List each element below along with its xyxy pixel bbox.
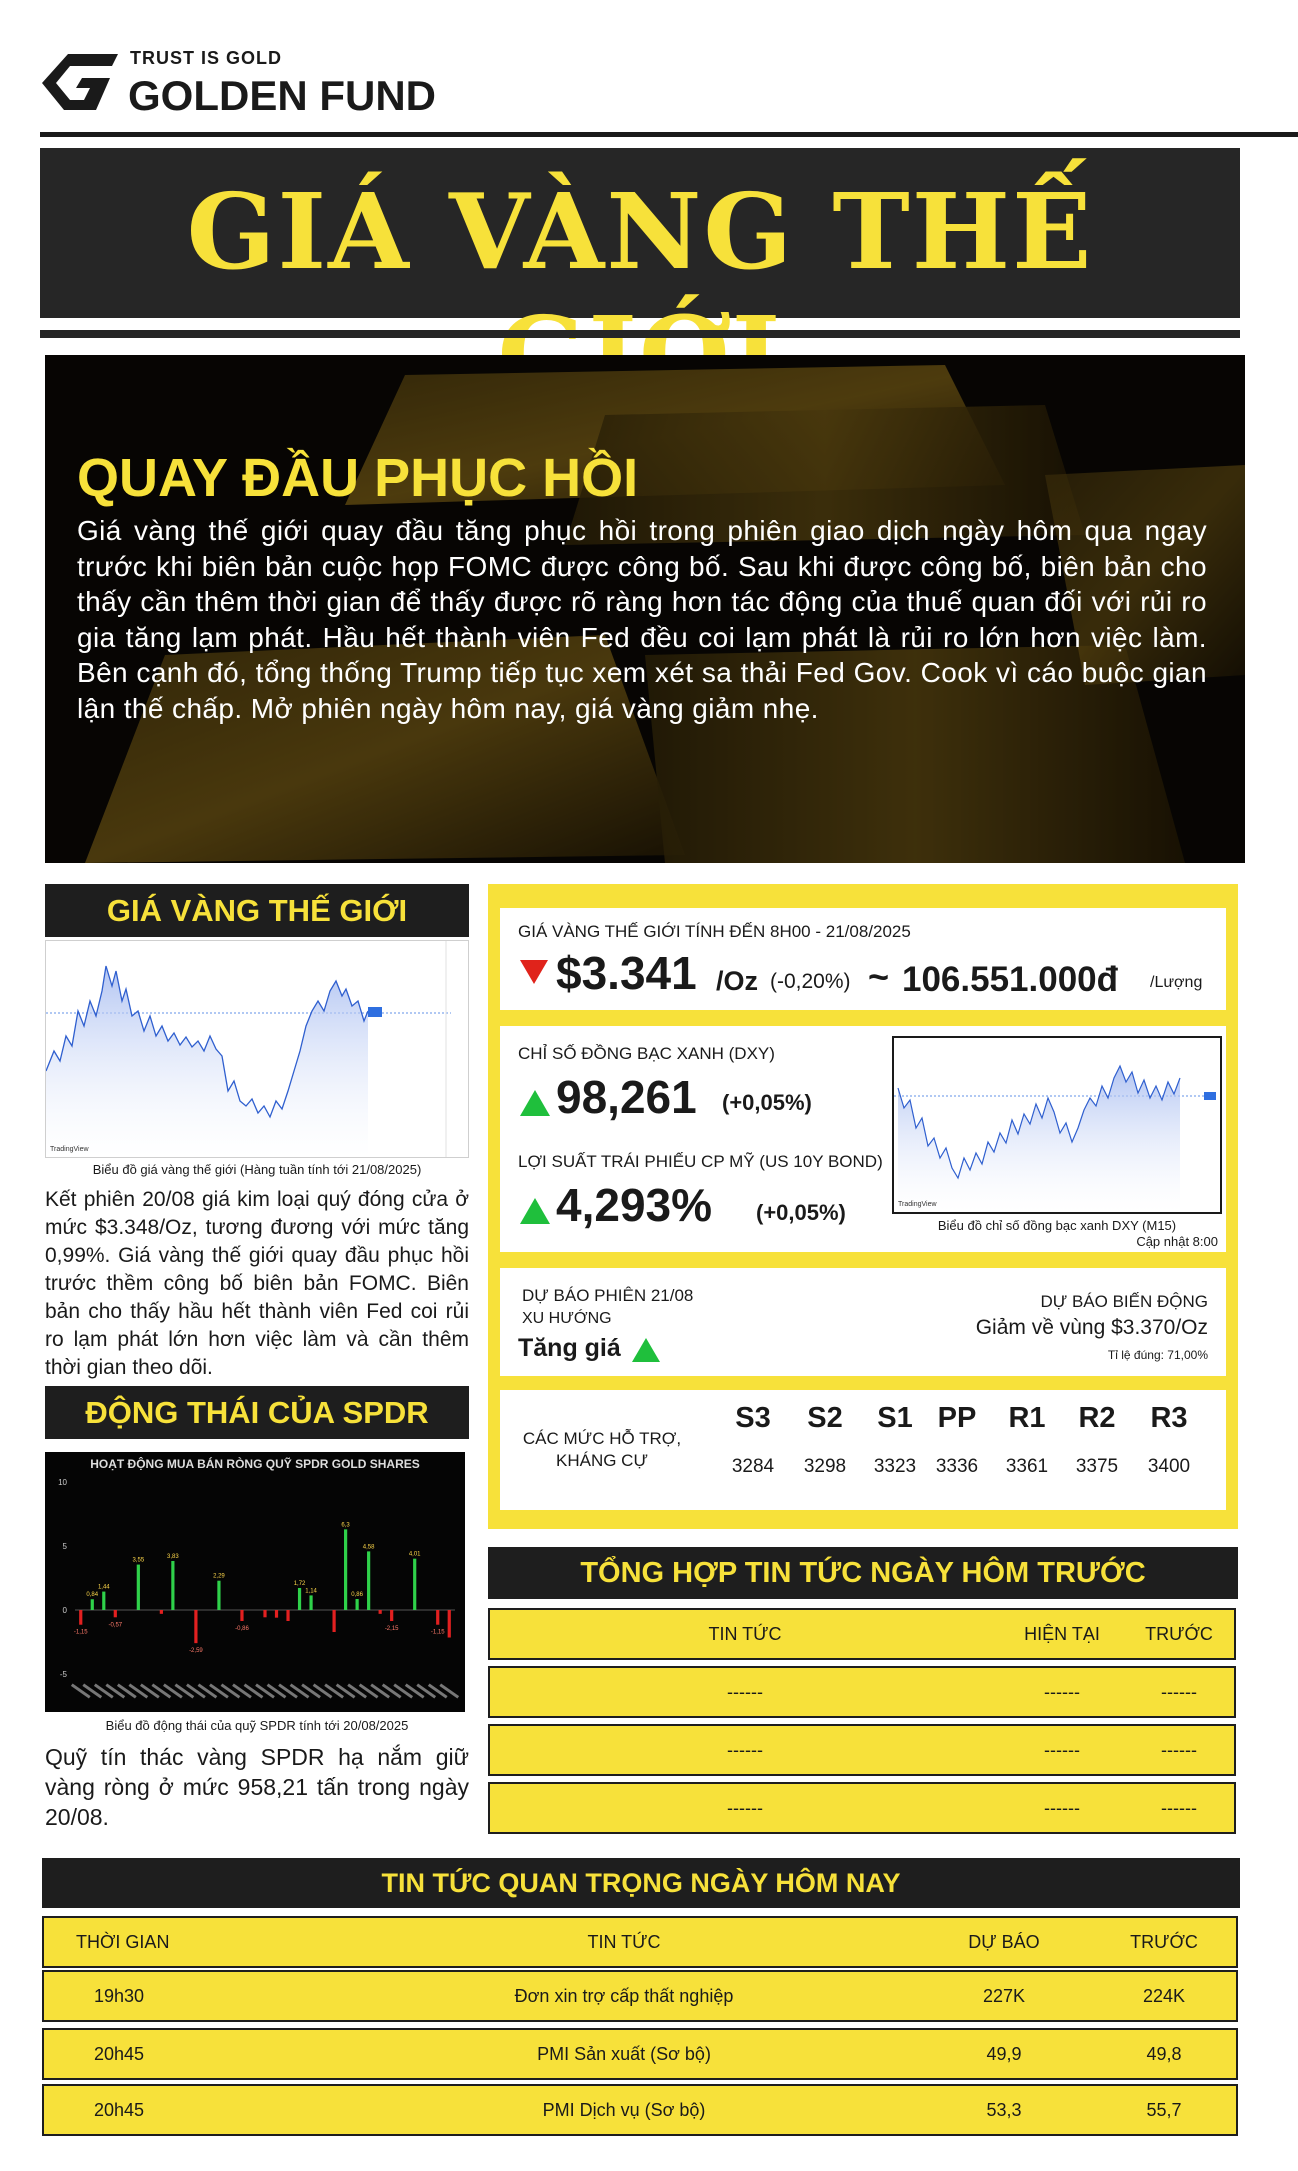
level-name: S3 bbox=[735, 1402, 771, 1434]
x-tick-label bbox=[151, 1683, 171, 1698]
spdr-bar bbox=[379, 1610, 382, 1614]
previous-cell: 55,7 bbox=[1146, 2100, 1182, 2120]
gold-price-chart bbox=[45, 940, 469, 1158]
x-tick-label bbox=[186, 1683, 206, 1698]
golden-fund-logo-icon bbox=[40, 50, 120, 116]
spdr-bar bbox=[194, 1610, 197, 1643]
spdr-data-label: -1,15 bbox=[73, 1629, 88, 1636]
dxy-chart-caption: Biểu đồ chỉ số đồng bạc xanh DXY (M15) bbox=[937, 1218, 1177, 1233]
current-cell: ------ bbox=[1044, 1740, 1080, 1760]
volatility-value: Giảm về vùng $3.370/Oz bbox=[975, 1316, 1208, 1339]
news-cell: ------ bbox=[727, 1740, 763, 1760]
dxy-chart bbox=[892, 1036, 1222, 1214]
spdr-data-label: -2,59 bbox=[189, 1648, 203, 1655]
spdr-bar bbox=[79, 1610, 82, 1625]
x-tick-label bbox=[370, 1683, 390, 1698]
x-tick-label bbox=[232, 1683, 252, 1698]
title-underline bbox=[40, 330, 1240, 338]
approx-symbol: ~ bbox=[868, 956, 890, 997]
spdr-bar bbox=[436, 1610, 439, 1625]
x-tick-label bbox=[244, 1683, 264, 1698]
x-tick-label bbox=[82, 1683, 102, 1698]
brand-tagline: TRUST IS GOLD bbox=[130, 48, 282, 68]
dxy-updated: Cập nhật 8:00 bbox=[1136, 1234, 1218, 1249]
up-arrow-icon bbox=[632, 1338, 660, 1362]
levels-label bbox=[522, 1428, 682, 1472]
x-tick-label bbox=[278, 1683, 298, 1698]
x-tick-label bbox=[336, 1683, 356, 1698]
spdr-data-label: -0,86 bbox=[235, 1626, 249, 1633]
gold-price-usd: $3.341 bbox=[556, 947, 697, 999]
up-arrow-icon bbox=[520, 1090, 550, 1116]
level-name: R1 bbox=[1008, 1402, 1046, 1434]
x-tick-label bbox=[439, 1683, 459, 1698]
header-divider bbox=[40, 132, 1298, 137]
news-cell: ------ bbox=[727, 1682, 763, 1702]
trend-label: XU HƯỚNG bbox=[522, 1310, 612, 1327]
spdr-bar bbox=[356, 1599, 359, 1610]
bond-label: LỢI SUẤT TRÁI PHIẾU CP MỸ (US 10Y BOND) bbox=[518, 1152, 883, 1171]
x-tick-label bbox=[198, 1683, 218, 1698]
spdr-bar bbox=[102, 1592, 105, 1610]
x-tick-label bbox=[221, 1683, 241, 1698]
spdr-bar bbox=[390, 1610, 393, 1621]
dxy-card bbox=[500, 1026, 1226, 1252]
spdr-chart bbox=[45, 1452, 465, 1712]
previous-cell: 49,8 bbox=[1146, 2044, 1182, 2064]
spdr-bar bbox=[137, 1565, 140, 1610]
x-tick-label bbox=[393, 1683, 413, 1698]
forecast-session-label: DỰ BÁO PHIÊN 21/08 bbox=[522, 1286, 694, 1305]
spdr-bar bbox=[240, 1610, 243, 1621]
hero-paragraph: Giá vàng thế giới quay đầu tăng phục hồi trong phiên giao dịch ngày hôm qua ngay trước khi biên bản cuộc họp FOMC được công bố. Sau khi được công bố, biên bản cho thấy cần thêm thời gian để thấy được rõ ràng hơn tác động của thuế quan đối với rủi ro gia tăng lạm phát. Hầu hết thành viên Fed đều coi lạm phát là rủi ro lớn hơn việc làm. Bên cạnh đó, tổng thống Trump tiếp tục xem xét sa thải Fed Gov. Cook vì cáo buộc gian lận thế chấp. Mở phiên ngày hôm nay, giá vàng giảm nhẹ. bbox=[77, 515, 1207, 724]
spdr-chart-title: HOẠT ĐỘNG MUA BÁN RÒNG QUỸ SPDR GOLD SHARES bbox=[90, 1457, 420, 1471]
x-tick-label bbox=[105, 1683, 125, 1698]
level-value: 3375 bbox=[1075, 1456, 1119, 1477]
spdr-bar bbox=[332, 1610, 335, 1632]
table-row bbox=[42, 2028, 1238, 2080]
forecast-cell: 49,9 bbox=[986, 2044, 1022, 2064]
x-tick-label bbox=[313, 1683, 333, 1698]
col-previous: TRƯỚC bbox=[1145, 1624, 1213, 1644]
spdr-bar bbox=[275, 1610, 278, 1618]
level-value: 3361 bbox=[1005, 1456, 1049, 1477]
spdr-data-label: 6,3 bbox=[341, 1522, 350, 1529]
today-news-header-row bbox=[42, 1916, 1238, 1968]
gold-price-change: (-0,20%) bbox=[770, 970, 851, 993]
spdr-bar bbox=[344, 1529, 347, 1610]
gold-chart-caption: Biểu đồ giá vàng thế giới (Hàng tuần tính tới 21/08/2025) bbox=[92, 1162, 422, 1177]
world-gold-label: GIÁ VÀNG THẾ GIỚI bbox=[45, 884, 469, 937]
news-cell: PMI Dịch vụ (Sơ bộ) bbox=[542, 2100, 706, 2120]
forecast-cell: 227K bbox=[982, 1986, 1026, 2006]
market-panel bbox=[488, 884, 1238, 1529]
spdr-bar bbox=[298, 1588, 301, 1610]
x-tick-label bbox=[301, 1683, 321, 1698]
gold-price-unit: /Oz bbox=[716, 966, 759, 996]
dxy-label: CHỈ SỐ ĐỒNG BẠC XANH (DXY) bbox=[518, 1044, 775, 1063]
up-arrow-icon bbox=[520, 1198, 550, 1224]
table-row bbox=[488, 1666, 1236, 1718]
spdr-data-label: -2,15 bbox=[384, 1626, 399, 1633]
dxy-change: (+0,05%) bbox=[722, 1090, 812, 1115]
level-value: 3336 bbox=[935, 1456, 979, 1477]
spdr-bar bbox=[114, 1610, 117, 1617]
x-tick-label bbox=[140, 1683, 160, 1698]
previous-cell: ------ bbox=[1161, 1740, 1197, 1760]
gold-price-vnd-unit: /Lượng bbox=[1150, 974, 1203, 991]
spdr-bar bbox=[413, 1559, 416, 1610]
forecast-cell: 53,3 bbox=[986, 2100, 1022, 2120]
spdr-bar bbox=[286, 1610, 289, 1621]
x-tick-label bbox=[290, 1683, 310, 1698]
levels-label-line2: KHÁNG CỰ bbox=[556, 1451, 648, 1470]
forecast-card bbox=[500, 1268, 1226, 1376]
volatility-label: DỰ BÁO BIẾN ĐỘNG bbox=[1040, 1292, 1208, 1311]
y-tick-label: -5 bbox=[59, 1670, 67, 1679]
news-cell: Đơn xin trợ cấp thất nghiệp bbox=[514, 1986, 734, 2006]
previous-cell: 224K bbox=[1142, 1986, 1186, 2006]
level-name: S2 bbox=[807, 1402, 843, 1434]
level-name: R2 bbox=[1078, 1402, 1116, 1434]
spdr-data-label: -0,57 bbox=[108, 1622, 123, 1629]
table-row bbox=[42, 1970, 1238, 2022]
level-value: 3298 bbox=[803, 1456, 847, 1477]
gold-price-card bbox=[500, 908, 1226, 1010]
x-tick-label bbox=[267, 1683, 287, 1698]
trend-value: Tăng giá bbox=[518, 1334, 621, 1362]
table-row bbox=[488, 1724, 1236, 1776]
news-cell: ------ bbox=[727, 1798, 763, 1818]
y-tick-label: 0 bbox=[62, 1606, 67, 1615]
spdr-bar bbox=[160, 1610, 163, 1614]
bond-value: 4,293% bbox=[556, 1179, 713, 1231]
level-value: 3284 bbox=[731, 1456, 775, 1477]
y-tick-label: 5 bbox=[62, 1542, 67, 1551]
spdr-bar bbox=[217, 1581, 220, 1610]
level-name: R3 bbox=[1150, 1402, 1188, 1434]
title-banner bbox=[40, 148, 1240, 318]
table-row bbox=[488, 1782, 1236, 1834]
x-tick-label bbox=[94, 1683, 114, 1698]
col-news: TIN TỨC bbox=[587, 1932, 661, 1952]
x-tick-label bbox=[416, 1683, 436, 1698]
previous-cell: ------ bbox=[1161, 1798, 1197, 1818]
col-news: TIN TỨC bbox=[708, 1624, 782, 1644]
levels-label-line1: CÁC MỨC HỖ TRỢ, bbox=[522, 1429, 682, 1448]
x-tick-label bbox=[117, 1683, 137, 1698]
spdr-data-label: 0,84 bbox=[86, 1592, 99, 1599]
x-tick-label bbox=[405, 1683, 425, 1698]
x-tick-label bbox=[347, 1683, 367, 1698]
level-name: PP bbox=[937, 1402, 977, 1434]
brand-name: GOLDEN FUND bbox=[128, 72, 436, 119]
bond-change: (+0,05%) bbox=[756, 1200, 846, 1225]
x-tick-label bbox=[382, 1683, 402, 1698]
svg-text:TradingView: TradingView bbox=[50, 1146, 89, 1153]
level-name: S1 bbox=[877, 1402, 913, 1434]
page-title: GIÁ VÀNG THẾ bbox=[186, 170, 1094, 293]
spdr-data-label: -1,15 bbox=[430, 1629, 445, 1636]
hero-heading: QUAY ĐẦU PHỤC HỒI bbox=[77, 448, 639, 508]
x-tick-label bbox=[175, 1683, 195, 1698]
spdr-data-label: 3,83 bbox=[167, 1553, 179, 1560]
svg-text:TradingView: TradingView bbox=[898, 1201, 937, 1208]
spdr-data-label: 4,58 bbox=[362, 1544, 375, 1551]
down-arrow-icon bbox=[520, 960, 548, 984]
spdr-bar bbox=[91, 1599, 94, 1610]
x-tick-label bbox=[428, 1683, 448, 1698]
x-tick-label bbox=[359, 1683, 379, 1698]
x-tick-label bbox=[128, 1683, 148, 1698]
level-value: 3323 bbox=[873, 1456, 917, 1477]
gold-price-vnd: 106.551.000đ bbox=[902, 960, 1119, 999]
dxy-value: 98,261 bbox=[556, 1071, 697, 1123]
spdr-data-label: 1,14 bbox=[305, 1588, 317, 1595]
news-cell: PMI Sản xuất (Sơ bộ) bbox=[537, 2044, 711, 2064]
spdr-data-label: 4,01 bbox=[408, 1551, 421, 1558]
support-resistance-card bbox=[500, 1390, 1226, 1510]
time-cell: 20h45 bbox=[94, 2044, 145, 2064]
spdr-bar bbox=[171, 1561, 174, 1610]
spdr-data-label: 3,55 bbox=[132, 1557, 145, 1564]
gold-price-label: GIÁ VÀNG THẾ GIỚI TÍNH ĐẾN 8H00 - 21/08/2025 bbox=[518, 922, 911, 941]
col-forecast: DỰ BÁO bbox=[968, 1932, 1040, 1952]
forecast-accuracy: Tỉ lệ đúng: 71,00% bbox=[1107, 1348, 1208, 1362]
spdr-data-label: 1,44 bbox=[97, 1584, 110, 1591]
spdr-bar bbox=[263, 1610, 266, 1617]
spdr-label: ĐỘNG THÁI CỦA SPDR bbox=[45, 1386, 469, 1439]
col-current: HIỆN TẠI bbox=[1024, 1624, 1100, 1644]
spdr-data-label: 0,86 bbox=[351, 1591, 363, 1598]
spdr-bar bbox=[448, 1610, 451, 1638]
table-row bbox=[42, 2084, 1238, 2136]
x-tick-label bbox=[324, 1683, 344, 1698]
level-value: 3400 bbox=[1147, 1456, 1191, 1477]
current-cell: ------ bbox=[1044, 1798, 1080, 1818]
hero-section bbox=[45, 355, 1245, 863]
spdr-bar bbox=[309, 1595, 312, 1610]
spdr-data-label: 2,29 bbox=[213, 1573, 225, 1580]
prev-news-title: TỔNG HỢP TIN TỨC NGÀY HÔM TRƯỚC bbox=[488, 1547, 1238, 1599]
previous-cell: ------ bbox=[1161, 1682, 1197, 1702]
today-news-title: TIN TỨC QUAN TRỌNG NGÀY HÔM NAY bbox=[42, 1858, 1240, 1908]
x-tick-label bbox=[255, 1683, 275, 1698]
x-tick-label bbox=[163, 1683, 183, 1698]
time-cell: 20h45 bbox=[94, 2100, 145, 2120]
current-cell: ------ bbox=[1044, 1682, 1080, 1702]
gold-summary-text: Kết phiên 20/08 giá kim loại quý đóng cửa ở mức $3.348/Oz, tương đương với mức tăng 0,99%. Giá vàng thế giới quay đầu phục hồi trước thềm công bố biên bản FOMC. Biên bản cho thấy hầu hết thành viên Fed coi rủi ro lạm phát lớn hơn việc làm và cần thêm thời gian theo dõi. bbox=[45, 1188, 469, 1379]
col-previous: TRƯỚC bbox=[1130, 1932, 1198, 1952]
spdr-bar bbox=[367, 1551, 370, 1610]
prev-news-header-row bbox=[488, 1608, 1236, 1660]
x-tick-label bbox=[71, 1683, 91, 1698]
spdr-data-label: 1,72 bbox=[293, 1580, 306, 1587]
y-tick-label: 10 bbox=[58, 1478, 67, 1487]
x-tick-label bbox=[209, 1683, 229, 1698]
spdr-chart-caption: Biểu đồ động thái của quỹ SPDR tính tới 20/08/2025 bbox=[105, 1718, 409, 1733]
spdr-summary-text: Quỹ tín thác vàng SPDR hạ nắm giữ vàng ròng ở mức 958,21 tấn trong ngày 20/08. bbox=[45, 1744, 469, 1830]
time-cell: 19h30 bbox=[94, 1986, 145, 2006]
col-time: THỜI GIAN bbox=[76, 1932, 170, 1952]
